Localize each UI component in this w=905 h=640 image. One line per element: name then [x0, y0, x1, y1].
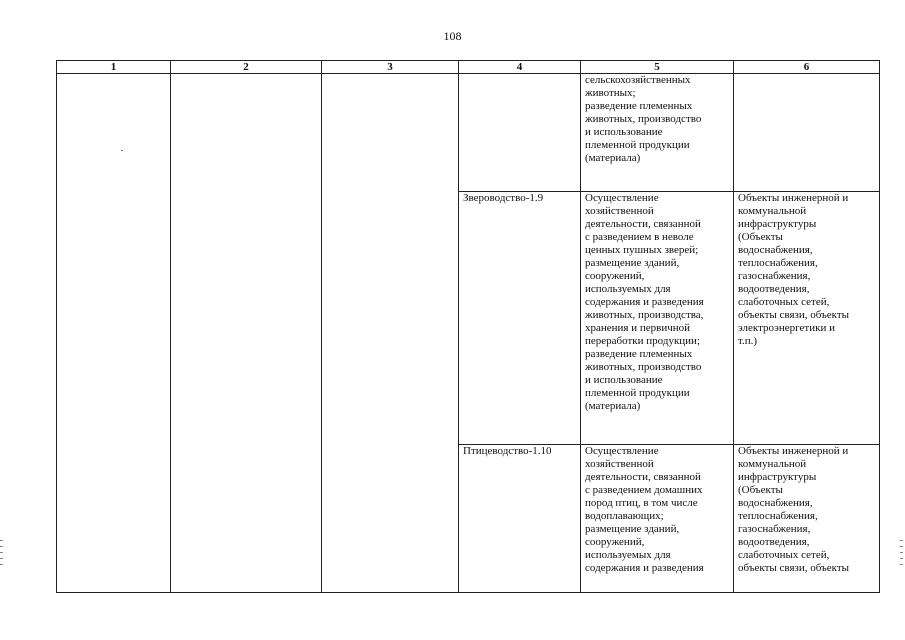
column-header-6: 6	[734, 61, 880, 74]
cell-col6: Объекты инженерной и коммунальной инфраструктуры (Объекты водоснабжения, теплоснабжения, газоснабжения, водоотведения, слаботочных сетей, объекты связи, объекты электроэнергетики и т.п.)	[734, 192, 880, 445]
scan-speck	[121, 150, 123, 151]
table-row	[57, 74, 880, 192]
column-header-4: 4	[459, 61, 581, 74]
page-number: 108	[443, 29, 462, 43]
cell-col5: Осуществление хозяйственной деятельности, связанной с разведением домашних пород птиц, в том числе водоплавающих; размещение зданий, сооружений, используемых для содержания и разведения	[581, 445, 734, 593]
cell-col4	[459, 74, 581, 192]
cell-col3-empty	[322, 74, 459, 593]
cell-col4: Птицеводство-1.10	[459, 445, 581, 593]
column-header-3: 3	[322, 61, 459, 74]
cell-col6	[734, 74, 880, 192]
column-header-2: 2	[171, 61, 322, 74]
cell-col1-empty	[57, 74, 171, 593]
scan-edge-marks-right	[900, 540, 903, 580]
table-header-row	[57, 61, 880, 74]
cell-col6: Объекты инженерной и коммунальной инфраструктуры (Объекты водоснабжения, теплоснабжения, газоснабжения, водоотведения, слаботочных сетей, объекты связи, объекты	[734, 445, 880, 593]
cell-col5: Осуществление хозяйственной деятельности, связанной с разведением в неволе ценных пушных зверей; размещение зданий, сооружений, используемых для содержания и разведения животных, производства, хранения и первичной переработки продукции; разведение племенных животных, производство и использование племенной продукции (материала)	[581, 192, 734, 445]
column-header-1: 1	[57, 61, 171, 74]
scan-edge-marks-left	[0, 540, 3, 580]
land-use-table	[56, 60, 880, 593]
column-header-5: 5	[581, 61, 734, 74]
cell-col2-empty	[171, 74, 322, 593]
cell-col4: Звероводство-1.9	[459, 192, 581, 445]
cell-col5: сельскохозяйственных животных; разведение племенных животных, производство и использование племенной продукции (материала)	[581, 74, 734, 192]
